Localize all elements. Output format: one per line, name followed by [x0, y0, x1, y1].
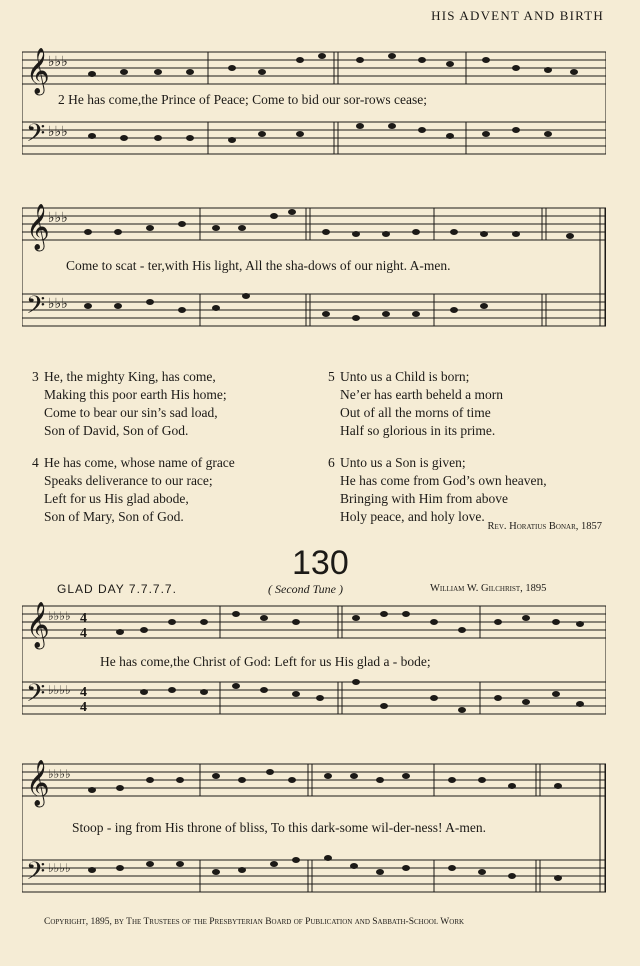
copyright-notice: Copyright, 1895, by The Trustees of the Presbyterian Board of Publication and Sabbath-School Work	[44, 917, 465, 927]
lyric-line: Come to scat - ter,with His light, All the sha-dows of our night. A-men.	[66, 258, 451, 273]
svg-text:𝄞: 𝄞	[26, 602, 50, 647]
lyric-line: Stoop - ing from His throne of bliss, To this dark-some wil-der-ness! A-men.	[72, 820, 486, 835]
svg-text:4: 4	[80, 685, 87, 700]
svg-text:𝄞: 𝄞	[26, 760, 50, 805]
svg-text:♭♭♭: ♭♭♭	[48, 211, 68, 226]
verses-right	[328, 368, 547, 526]
verse-line: Son of David, Son of God.	[44, 423, 189, 438]
svg-text:𝄢: 𝄢	[26, 680, 46, 713]
verse-line: Speaks deliverance to our race;	[44, 473, 213, 488]
svg-text:4: 4	[80, 700, 87, 715]
svg-text:𝄢: 𝄢	[26, 858, 46, 891]
section-header: HIS ADVENT AND BIRTH	[431, 8, 604, 23]
verse-line: Half so glorious in its prime.	[340, 423, 496, 438]
verse-line: He has come from God’s own heaven,	[340, 473, 547, 488]
verse-number: 5	[328, 369, 335, 384]
verse-line: He, the mighty King, has come,	[44, 369, 216, 384]
verse-5	[328, 368, 547, 440]
svg-text:𝄞: 𝄞	[26, 204, 50, 249]
verse-number: 6	[328, 455, 335, 470]
verse-number: 4	[32, 455, 39, 470]
svg-text:♭♭♭♭: ♭♭♭♭	[48, 609, 71, 623]
lyric-line: He has come,the Christ of God: Left for us His glad a - bode;	[100, 654, 431, 669]
verse-line: Unto us a Son is given;	[340, 455, 466, 470]
composer: William W. Gilchrist, 1895	[430, 583, 547, 594]
second-tune-label: ( Second Tune )	[268, 582, 343, 596]
svg-text:𝄢: 𝄢	[26, 292, 46, 325]
lyric-line: 2 He has come,the Prince of Peace; Come to bid our sor-rows cease;	[58, 92, 427, 107]
svg-text:♭♭♭♭: ♭♭♭♭	[48, 683, 71, 697]
svg-text:♭♭♭: ♭♭♭	[48, 297, 68, 312]
svg-text:♭♭♭♭: ♭♭♭♭	[48, 767, 71, 781]
svg-text:♭♭♭♭: ♭♭♭♭	[48, 861, 71, 875]
verse-number: 3	[32, 369, 39, 384]
svg-text:♭♭♭: ♭♭♭	[48, 125, 68, 140]
svg-text:𝄞: 𝄞	[26, 48, 50, 93]
verse-line: He has come, whose name of grace	[44, 455, 235, 470]
verse-line: Making this poor earth His home;	[44, 387, 227, 402]
verse-line: Holy peace, and holy love.	[340, 509, 485, 524]
hymn-number: 130	[292, 544, 349, 582]
verse-line: Left for us His glad abode,	[44, 491, 189, 506]
verse-3	[32, 368, 235, 440]
verse-line: Son of Mary, Son of God.	[44, 509, 184, 524]
tune-name: GLAD DAY 7.7.7.7.	[57, 582, 177, 596]
verse-line: Come to bear our sin’s sad load,	[44, 405, 218, 420]
svg-text:4: 4	[80, 626, 87, 641]
verse-4	[32, 454, 235, 526]
verses-left	[32, 368, 235, 526]
svg-text:♭♭♭: ♭♭♭	[48, 55, 68, 70]
verse-line: Ne’er has earth beheld a morn	[340, 387, 504, 402]
text-attribution: Rev. Horatius Bonar, 1857	[487, 521, 602, 532]
verse-line: Out of all the morns of time	[340, 405, 491, 420]
verse-6	[328, 454, 547, 526]
svg-text:4: 4	[80, 611, 87, 626]
verse-line: Unto us a Child is born;	[340, 369, 470, 384]
svg-text:𝄢: 𝄢	[26, 120, 46, 153]
verse-line: Bringing with Him from above	[340, 491, 508, 506]
